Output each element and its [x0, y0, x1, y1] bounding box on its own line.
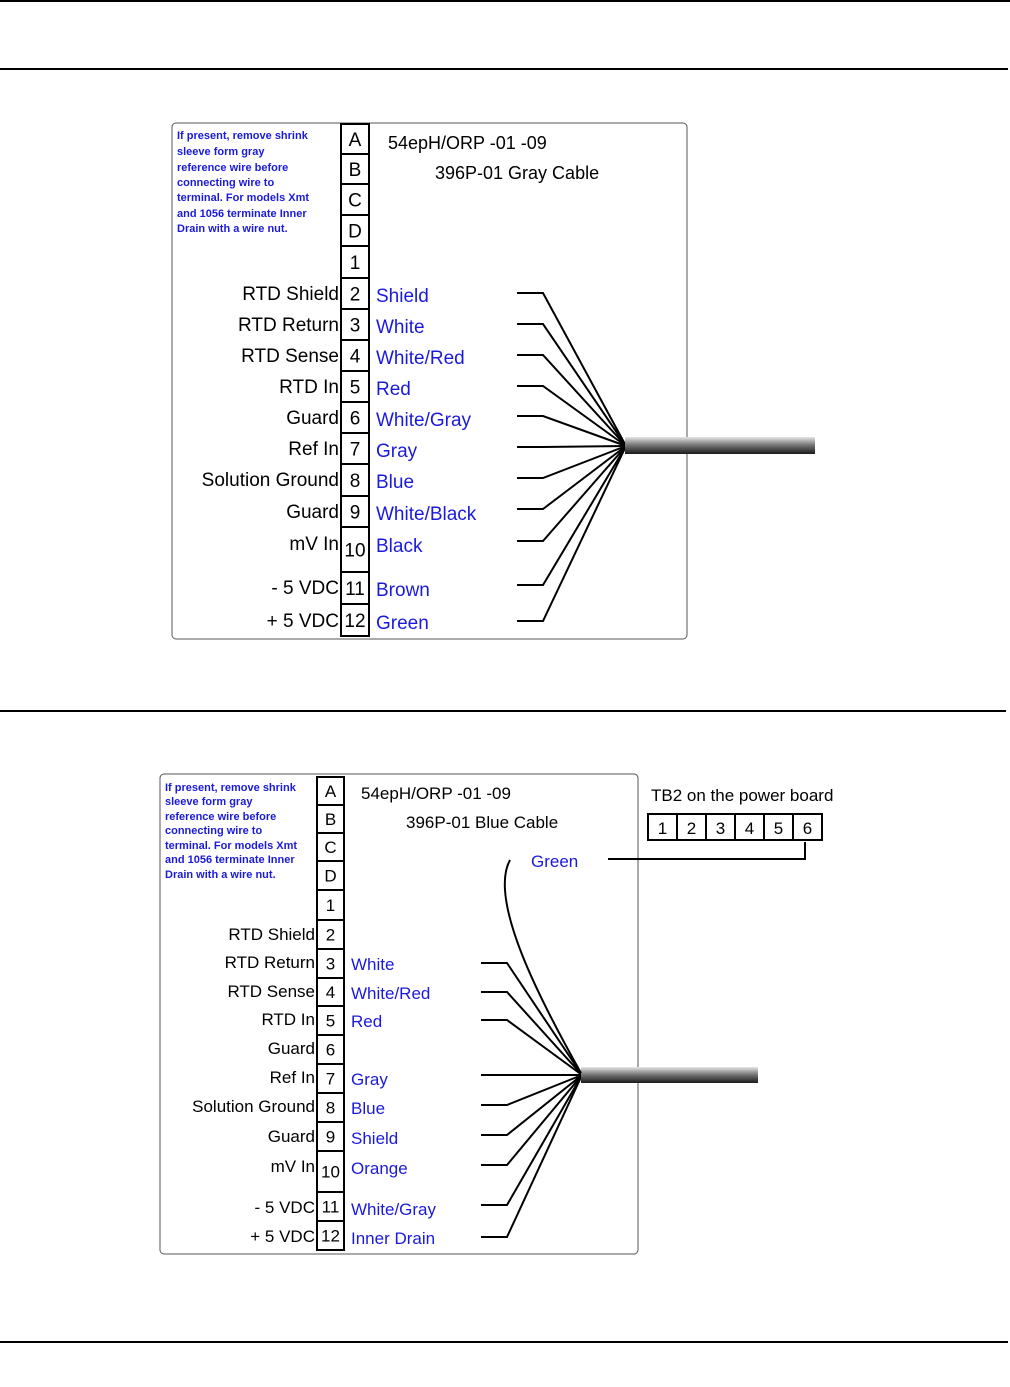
cable-title: 396P-01 Blue Cable: [406, 813, 559, 832]
terminal-label: 6: [349, 408, 361, 430]
tb2-terminal-label: 4: [744, 819, 755, 838]
terminal-function-label: RTD In: [279, 377, 339, 398]
terminal-block: [341, 124, 369, 636]
terminal-label: 5: [349, 377, 361, 399]
terminal-label: 7: [349, 439, 361, 461]
terminal-function-label: RTD Return: [237, 315, 339, 336]
diagram-gray-cable: [172, 123, 815, 639]
cable: [625, 437, 815, 454]
wire-color-label: Gray: [351, 1070, 388, 1089]
terminal-label: 12: [344, 610, 366, 632]
tb2-terminal-label: 1: [657, 819, 668, 838]
terminal-function-label: RTD Shield: [228, 925, 315, 944]
wire-color-label: Red: [376, 379, 411, 400]
terminal-function-label: RTD Return: [224, 953, 315, 972]
terminal-function-label: Solution Ground: [192, 1097, 315, 1116]
terminal-function-label: mV In: [289, 534, 339, 555]
tb2-terminal-label: 3: [715, 819, 726, 838]
tb2-terminal-label: 2: [686, 819, 697, 838]
terminal-function-label: Guard: [286, 408, 339, 429]
wire-color-label: Green: [376, 613, 429, 634]
terminal-label: 10: [321, 1162, 340, 1182]
terminal-label: 2: [349, 284, 361, 306]
tb2-title: TB2 on the power board: [651, 786, 834, 805]
terminal-label: 2: [325, 925, 336, 945]
wire-lead: [517, 446, 626, 447]
wire-color-label: White/Black: [376, 504, 477, 525]
tb2-terminal-label: 5: [773, 819, 784, 838]
wire-color-label: Black: [376, 536, 423, 557]
terminal-label: C: [324, 838, 337, 858]
terminal-label: 10: [344, 540, 366, 562]
model-title: 54epH/ORP -01 -09: [388, 133, 547, 153]
wire-color-label: Red: [351, 1012, 383, 1031]
wire-color-label: White/Red: [351, 984, 431, 1003]
terminal-label: B: [348, 159, 362, 181]
terminal-block: [317, 777, 344, 1250]
green-wire-label: Green: [531, 852, 579, 871]
terminal-label: 4: [325, 983, 336, 1003]
terminal-function-label: RTD Sense: [241, 346, 339, 367]
wire-color-label: White/Red: [376, 348, 465, 369]
terminal-label: 1: [349, 252, 361, 274]
terminal-label: 9: [349, 502, 361, 524]
diagram-blue-cable: [160, 774, 833, 1254]
terminal-label: D: [348, 221, 362, 243]
terminal-function-label: Guard: [267, 1127, 315, 1146]
terminal-function-label: RTD Sense: [227, 982, 315, 1001]
terminal-label: 8: [325, 1098, 336, 1118]
terminal-function-label: + 5 VDC: [266, 611, 339, 632]
terminal-label: 4: [349, 346, 361, 368]
terminal-label: 8: [349, 470, 361, 492]
wire-color-label: Blue: [376, 472, 415, 493]
terminal-label: 11: [345, 578, 365, 600]
wire-color-label: Shield: [351, 1129, 399, 1148]
wire-color-label: White/Gray: [376, 410, 472, 431]
terminal-function-label: - 5 VDC: [271, 578, 339, 599]
wire-color-label: Brown: [376, 580, 430, 601]
terminal-label: D: [324, 866, 337, 886]
terminal-label: B: [324, 810, 337, 830]
terminal-function-label: + 5 VDC: [250, 1227, 315, 1246]
terminal-label: 7: [325, 1069, 336, 1089]
terminal-function-label: Solution Ground: [201, 470, 339, 491]
cable-title: 396P-01 Gray Cable: [435, 163, 600, 183]
terminal-function-label: Guard: [267, 1039, 315, 1058]
terminal-label: 12: [321, 1226, 340, 1246]
terminal-label: 3: [349, 315, 361, 337]
terminal-label: 9: [325, 1127, 336, 1147]
terminal-label: 1: [325, 896, 336, 916]
terminal-label: 6: [325, 1040, 336, 1060]
terminal-function-label: Ref In: [288, 439, 339, 460]
terminal-function-label: RTD Shield: [242, 284, 339, 305]
note-text: If present, remove shrink sleeve form gray reference wire before connecting wire to terminal. For models Xmt and 1056 terminate Inner Drain with a wire nut.: [177, 130, 310, 235]
terminal-function-label: - 5 VDC: [254, 1198, 315, 1217]
terminal-label: 3: [325, 954, 336, 974]
terminal-label: C: [348, 190, 362, 212]
tb2-terminal-strip: [648, 814, 822, 840]
wire-color-label: Gray: [376, 441, 418, 462]
wire-color-label: Inner Drain: [351, 1229, 436, 1248]
terminal-label: 11: [321, 1197, 340, 1217]
model-title: 54epH/ORP -01 -09: [361, 784, 511, 803]
cable: [581, 1067, 758, 1083]
terminal-label: A: [348, 129, 362, 151]
note-text: If present, remove shrink sleeve form gray reference wire before connecting wire to terminal. For models Xmt and 1056 terminate Inner Drain with a wire nut.: [165, 782, 298, 881]
terminal-function-label: RTD In: [261, 1010, 315, 1029]
wire-color-label: Orange: [351, 1159, 408, 1178]
terminal-label: 5: [325, 1011, 336, 1031]
wire-color-label: White: [376, 317, 425, 338]
wire-color-label: Blue: [351, 1099, 386, 1118]
wire-color-label: Shield: [376, 286, 429, 307]
terminal-function-label: mV In: [270, 1157, 315, 1176]
terminal-label: A: [324, 782, 337, 802]
wire-color-label: White: [351, 955, 395, 974]
wire-color-label: White/Gray: [351, 1200, 437, 1219]
tb2-terminal-label: 6: [802, 819, 813, 838]
terminal-function-label: Guard: [286, 502, 339, 523]
terminal-function-label: Ref In: [269, 1068, 315, 1087]
